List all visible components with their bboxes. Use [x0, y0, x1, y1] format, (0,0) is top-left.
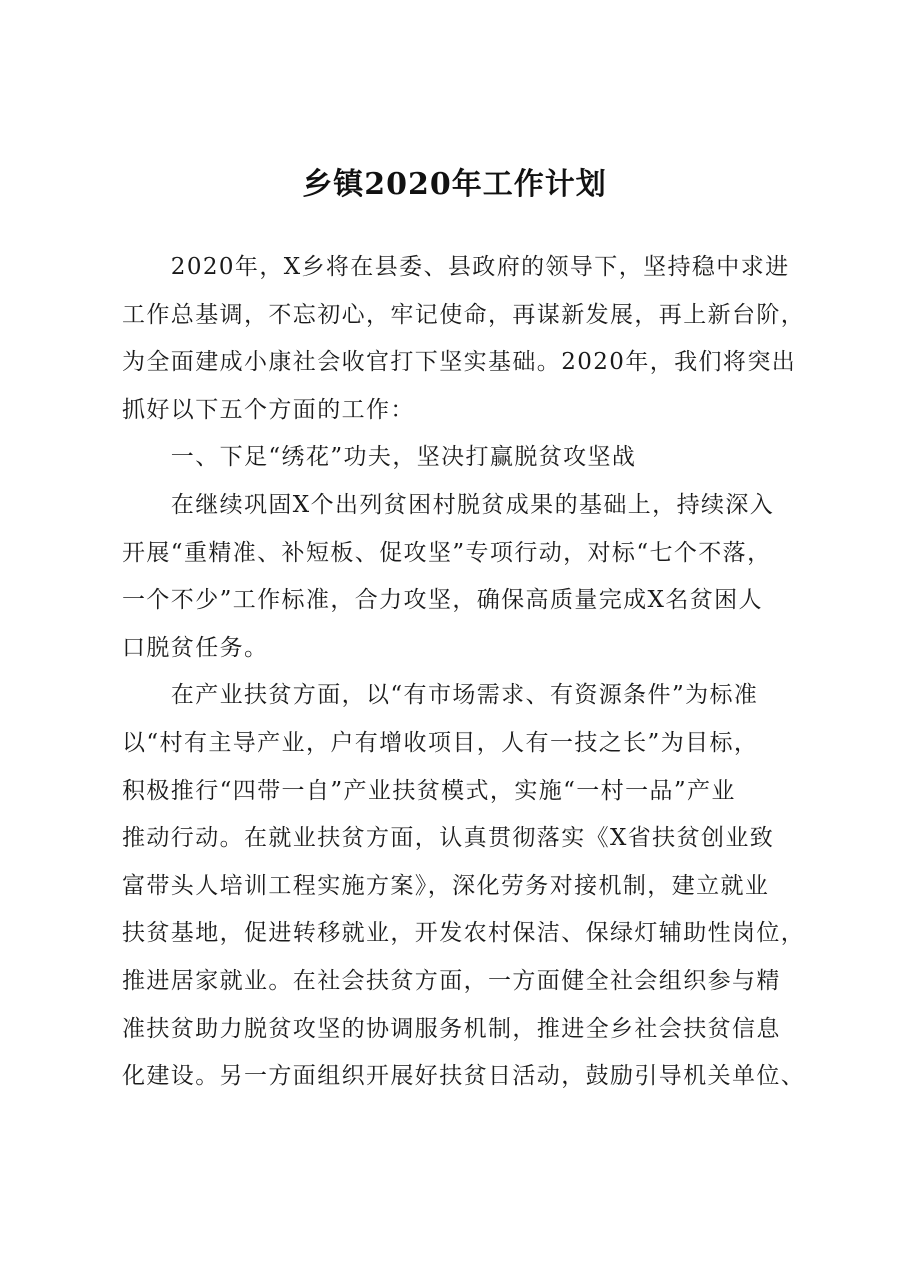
body-line: 一个不少”工作标准，合力攻坚，确保高质量完成X名贫困人 [122, 587, 763, 614]
section-heading: 一、下足“绣花”功夫，坚决打赢脱贫攻坚战 [122, 444, 637, 471]
body-line: 在继续巩固X个出列贫困村脱贫成果的基础上，持续深入 [122, 491, 775, 518]
body-line: 以“村有主导产业，户有增收项目，人有一技之长”为目标， [122, 729, 759, 756]
body-line: 积极推行“四带一自”产业扶贫模式，实施“一村一品”产业 [122, 777, 736, 804]
body-line: 口脱贫任务。 [122, 634, 269, 661]
body-line: 开展“重精准、补短板、促攻坚”专项行动，对标“七个不落， [122, 539, 772, 566]
body-line: 为全面建成小康社会收官打下坚实基础。2020年，我们将突出 [122, 349, 797, 376]
body-line: 扶贫基地，促进转移就业，开发农村保洁、保绿灯辅助性岗位， [122, 920, 806, 947]
body-line: 工作总基调，不忘初心，牢记使命，再谋新发展，再上新台阶， [122, 301, 806, 328]
body-line: 在产业扶贫方面，以“有市场需求、有资源条件”为标准 [122, 682, 759, 709]
body-line: 抓好以下五个方面的工作： [122, 396, 415, 423]
body-line: 推进居家就业。在社会扶贫方面，一方面健全社会组织参与精 [122, 967, 781, 994]
body-line: 2020年，X乡将在县委、县政府的领导下，坚持稳中求进 [122, 254, 790, 280]
body-line: 富带头人培训工程实施方案》，深化劳务对接机制，建立就业 [122, 872, 770, 899]
body-line: 推动行动。在就业扶贫方面，认真贯彻落实《X省扶贫创业致 [122, 825, 775, 852]
document-body [122, 244, 812, 1101]
document-title: 乡镇2020年工作计划 [302, 167, 607, 202]
body-line: 准扶贫助力脱贫攻坚的协调服务机制，推进全乡社会扶贫信息 [122, 1015, 781, 1042]
body-line: 化建设。另一方面组织开展好扶贫日活动，鼓励引导机关单位、 [122, 1063, 806, 1090]
